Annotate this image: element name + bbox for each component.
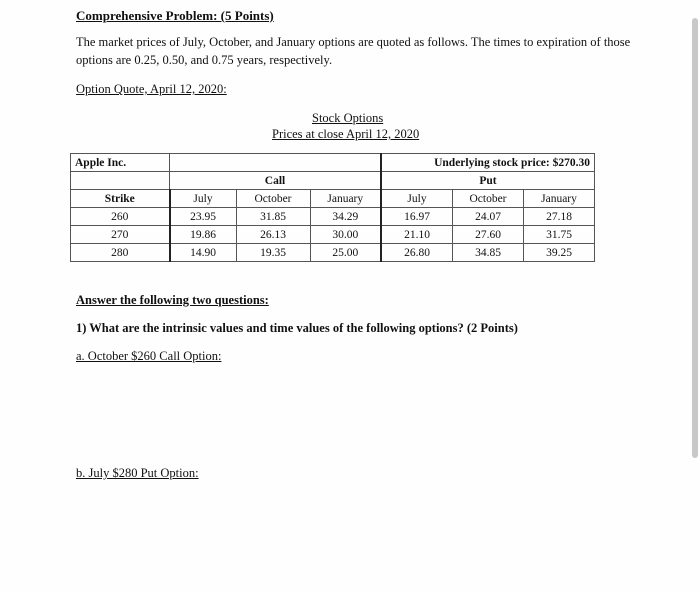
strike-cell: 270 [71, 226, 170, 244]
table-subtitle: Prices at close April 12, 2020 [272, 127, 420, 141]
table-row [71, 244, 595, 262]
put-month: July [381, 190, 453, 208]
strike-cell: 280 [71, 244, 170, 262]
put-price-cell: 27.18 [524, 208, 595, 226]
put-month: January [524, 190, 595, 208]
question-1: 1) What are the intrinsic values and time values of the following options? (2 Points) [76, 321, 518, 335]
call-month: January [310, 190, 381, 208]
part-a-label: a. October $260 Call Option: [76, 349, 222, 363]
call-month: July [170, 190, 237, 208]
underlying-price-cell: Underlying stock price: $270.30 [381, 154, 595, 172]
call-price-cell: 34.29 [310, 208, 381, 226]
put-price-cell: 27.60 [453, 226, 524, 244]
intro-paragraph: The market prices of July, October, and January options are quoted as follows. The times to expiration of those options are 0.25, 0.50, and 0.75 years, respectively. [76, 35, 631, 67]
put-label: Put [381, 172, 595, 190]
put-price-cell: 39.25 [524, 244, 595, 262]
table-title: Stock Options [312, 111, 384, 125]
problem-title: Comprehensive Problem: (5 Points) [76, 8, 274, 23]
put-price-cell: 24.07 [453, 208, 524, 226]
table-type-row [71, 172, 595, 190]
put-price-cell: 34.85 [453, 244, 524, 262]
call-price-cell: 19.35 [236, 244, 310, 262]
table-row [71, 226, 595, 244]
call-price-cell: 19.86 [170, 226, 237, 244]
call-label: Call [170, 172, 382, 190]
strike-label: Strike [71, 190, 170, 208]
call-price-cell: 23.95 [170, 208, 237, 226]
call-price-cell: 30.00 [310, 226, 381, 244]
table-header-row [71, 154, 595, 172]
table-month-row [71, 190, 595, 208]
put-price-cell: 21.10 [381, 226, 453, 244]
call-price-cell: 31.85 [236, 208, 310, 226]
part-b-label: b. July $280 Put Option: [76, 466, 199, 480]
call-price-cell: 14.90 [170, 244, 237, 262]
put-month: October [453, 190, 524, 208]
quote-heading: Option Quote, April 12, 2020: [76, 82, 227, 96]
strike-cell: 260 [71, 208, 170, 226]
call-price-cell: 25.00 [310, 244, 381, 262]
call-month: October [236, 190, 310, 208]
table-row [71, 208, 595, 226]
company-cell: Apple Inc. [71, 154, 170, 172]
put-price-cell: 31.75 [524, 226, 595, 244]
answer-heading: Answer the following two questions: [76, 293, 269, 307]
scrollbar[interactable] [692, 18, 698, 458]
option-quote-table [70, 153, 595, 262]
put-price-cell: 26.80 [381, 244, 453, 262]
put-price-cell: 16.97 [381, 208, 453, 226]
call-price-cell: 26.13 [236, 226, 310, 244]
